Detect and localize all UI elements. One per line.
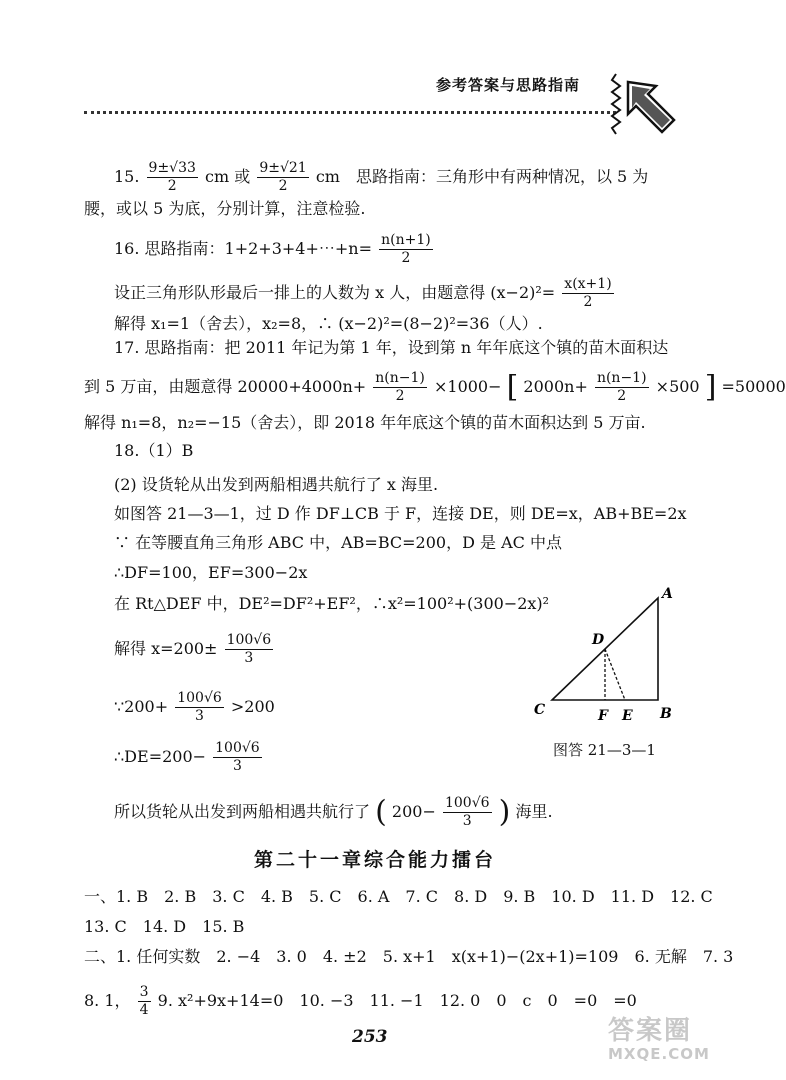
triangle-figure (528, 584, 688, 724)
watermark-logo: 答案圈 MXQE.COM (608, 1016, 710, 1063)
answers-line4: 8. 1， $\frac{3}{4}$ 9. x²+9x+14=0 10. −3 11. −1 12. 0 0 c 0 =0 =0 (84, 984, 637, 1018)
p17-bracket-close: ] (704, 369, 717, 405)
label-B: B (660, 706, 672, 722)
p15-fraction-1: $\frac{9\pm√33}{2}$ (148, 160, 196, 194)
segment-de (605, 649, 625, 700)
p16-line3: 解得 x₁=1（舍去），x₂=8，∴ (x−2)²=(8−2)²=36（人）. (114, 314, 543, 333)
label-F: F (598, 708, 608, 724)
p18-line8: ∵200+ $\frac{100√6}{3}$ >200 (114, 690, 275, 724)
p15-line1: 15. $\frac{9\pm√33}{2}$ cm 或 $\frac{9\pm√21}{2}$ cm 思路指南：三角形中有两种情况，以 5 为 (114, 160, 649, 194)
p15-line2: 腰，或以 5 为底，分别计算，注意检验. (84, 199, 366, 218)
p17-fraction-1: $\frac{n(n-1)}{2}$ (375, 370, 425, 404)
p18-line5: ∴DF=100，EF=300−2x (114, 563, 308, 582)
p18-paren-close: ) (498, 794, 511, 830)
header-title: 参考答案与思路指南 (436, 76, 581, 94)
p16-line1: 16. 思路指南：1+2+3+4+⋯+n= $\frac{n(n+1)}{2}$ (114, 232, 431, 266)
p17-line2: 到 5 万亩，由题意得 20000+4000n+ $\frac{n(n-1)}{2}$ ×1000− [ 2000n+ $\frac{n(n-1)}{2}$ ×500 ] =50000 (84, 369, 786, 405)
p18-line6: 在 Rt△DEF 中，DE²=DF²+EF²，∴x²=100²+(300−2x)² (114, 594, 550, 613)
label-D: D (592, 632, 605, 648)
p18-paren-open: ( (375, 794, 387, 830)
p15-fraction-2: $\frac{9\pm√21}{2}$ (259, 160, 307, 194)
p18-line4: ∵ 在等腰直角三角形 ABC 中，AB=BC=200，D 是 AC 中点 (114, 533, 562, 552)
header-dotted-rule (84, 111, 616, 114)
p16-line2: 设正三角形队形最后一排上的人数为 x 人，由题意得 (x−2)²= $\frac{x(x+1)}{2}$ (114, 276, 612, 310)
zigzag-ornament (610, 74, 622, 134)
figure-caption: 图答 21—3—1 (553, 741, 656, 759)
p18-fraction-1: $\frac{100√6}{3}$ (226, 632, 272, 666)
answers-line1: 一、1. B 2. B 3. C 4. B 5. C 6. A 7. C 8. D 9. B 10. D 11. D 12. C (84, 887, 713, 906)
answers-line3: 二、1. 任何实数 2. −4 3. 0 4. ±2 5. x+1 x(x+1)−(2x+1)=109 6. 无解 7. 3 (84, 947, 734, 966)
p17-bracket-open: [ (506, 369, 519, 405)
arrow-icon (622, 76, 678, 140)
p18-fraction-4: $\frac{100√6}{3}$ (444, 795, 490, 829)
label-E: E (622, 708, 633, 724)
p16-fraction-2: $\frac{x(x+1)}{2}$ (564, 276, 612, 310)
p18-fraction-3: $\frac{100√6}{3}$ (215, 740, 260, 774)
p18-line7: 解得 x=200± $\frac{100√6}{3}$ (114, 632, 272, 666)
label-C: C (534, 702, 546, 718)
p18-fraction-2: $\frac{100√6}{3}$ (177, 690, 222, 724)
p15-number: 15. (114, 167, 140, 186)
p18-line2: (2) 设货轮从出发到两船相遇共航行了 x 海里. (114, 475, 439, 494)
p18-line1: 18.（1）B (114, 441, 194, 460)
page-number: 253 (352, 1027, 388, 1047)
p17-line1: 17. 思路指南：把 2011 年记为第 1 年，设到第 n 年年底这个镇的苗木面积达 (114, 338, 669, 357)
p18-line10: 所以货轮从出发到两船相遇共航行了 ( 200− $\frac{100√6}{3}$ ) 海里. (114, 794, 553, 830)
p18-line3: 如图答 21—3—1，过 D 作 DF⊥CB 于 F，连接 DE，则 DE=x，AB+BE=2x (114, 504, 687, 523)
answers-line2: 13. C 14. D 15. B (84, 917, 245, 936)
label-A: A (662, 586, 673, 602)
p18-line9: ∴DE=200− $\frac{100√6}{3}$ (114, 740, 260, 774)
section-title: 第二十一章综合能力擂台 (253, 849, 496, 871)
p17-fraction-2: $\frac{n(n-1)}{2}$ (596, 370, 647, 404)
p16-fraction-1: $\frac{n(n+1)}{2}$ (381, 232, 431, 266)
answers-fraction: $\frac{3}{4}$ (139, 984, 149, 1018)
p17-line3: 解得 n₁=8，n₂=−15（舍去），即 2018 年年底这个镇的苗木面积达到 5 万亩. (84, 413, 646, 432)
